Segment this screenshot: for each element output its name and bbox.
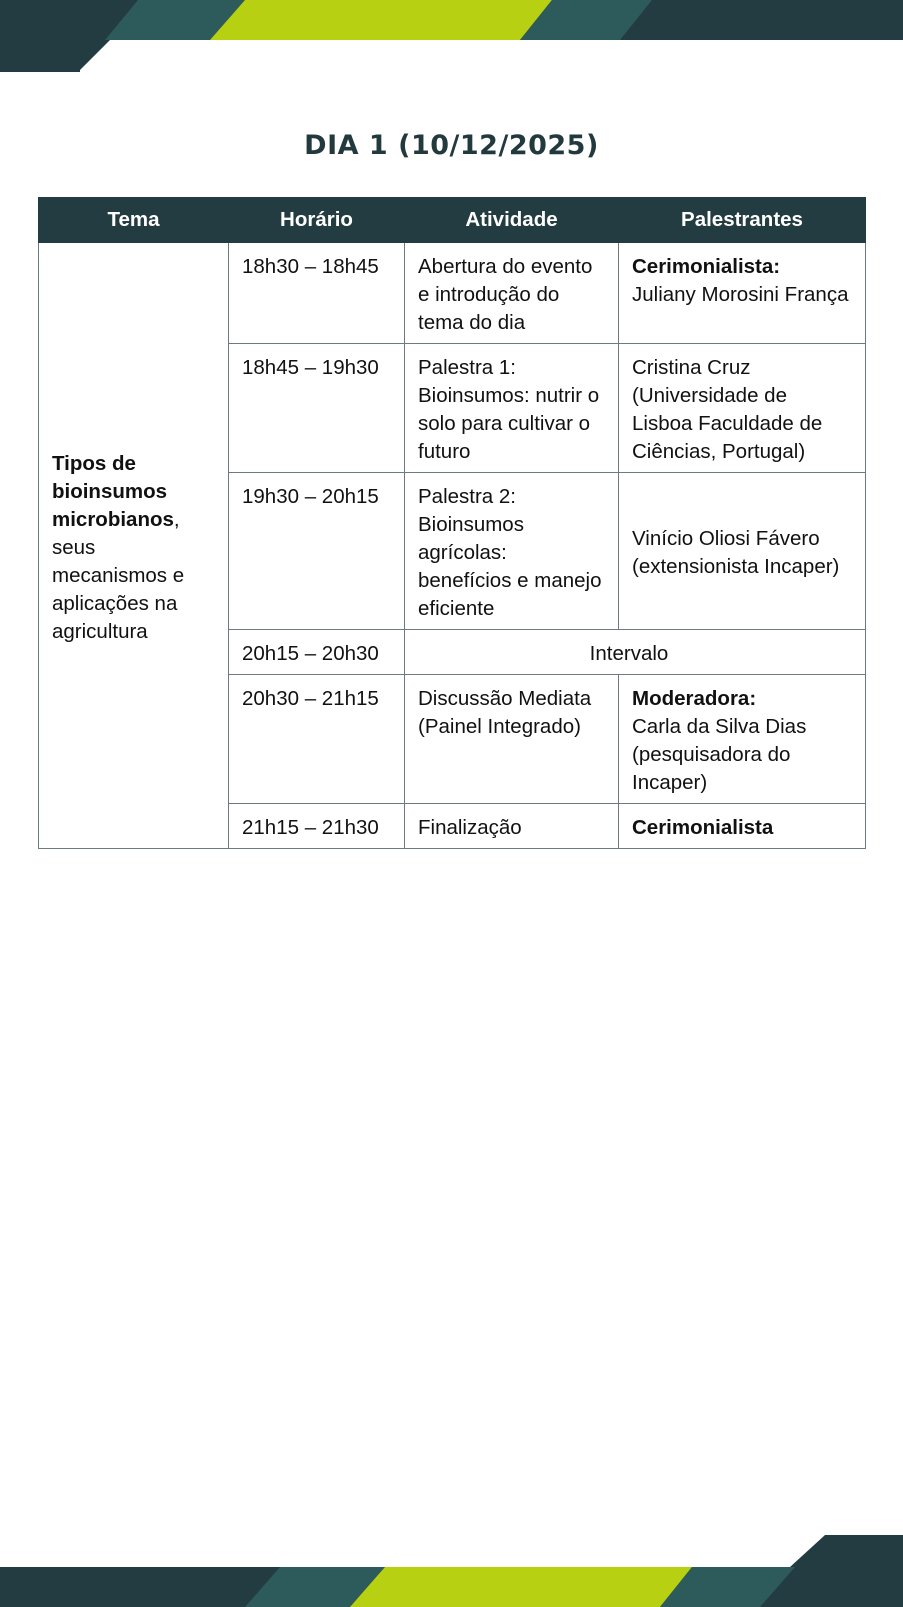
time-cell: 18h45 – 19h30 <box>229 344 405 473</box>
speaker-name: Carla da Silva Dias (pesquisadora do Incaper) <box>632 715 807 794</box>
activity-cell: Discussão Mediata (Painel Integrado) <box>405 675 619 804</box>
speaker-role: Moderadora: <box>632 687 757 710</box>
schedule-table <box>38 197 866 849</box>
speaker-cell <box>619 675 866 804</box>
speaker-cell <box>619 243 866 344</box>
table-header-row <box>39 198 866 243</box>
speaker-role: Cerimonialista: <box>632 255 781 278</box>
activity-cell: Finalização <box>405 804 619 849</box>
speaker-name: Cristina Cruz (Universidade de Lisboa Faculdade de Ciências, Portugal) <box>632 356 823 463</box>
time-cell: 20h30 – 21h15 <box>229 675 405 804</box>
time-cell: 18h30 – 18h45 <box>229 243 405 344</box>
page-title: DIA 1 (10/12/2025) <box>304 130 599 161</box>
header-tema: Tema <box>39 198 229 243</box>
activity-cell: Abertura do evento e introdução do tema do dia <box>405 243 619 344</box>
speaker-name: Vinício Oliosi Fávero (extensionista Incaper) <box>632 527 840 578</box>
header-palestrantes: Palestrantes <box>619 198 866 243</box>
speaker-cell <box>619 804 866 849</box>
tema-cell <box>39 243 229 849</box>
activity-cell: Palestra 2: Bioinsumos agrícolas: benefícios e manejo eficiente <box>405 473 619 630</box>
time-cell: 20h15 – 20h30 <box>229 630 405 675</box>
time-cell: 21h15 – 21h30 <box>229 804 405 849</box>
header-atividade: Atividade <box>405 198 619 243</box>
top-decorative-band <box>0 0 903 72</box>
speaker-role: Cerimonialista <box>632 816 774 839</box>
speaker-name: Juliany Morosini França <box>632 283 849 306</box>
interval-cell: Intervalo <box>405 630 866 675</box>
time-cell: 19h30 – 20h15 <box>229 473 405 630</box>
tema-bold: Tipos de bioinsumos microbianos <box>52 451 174 531</box>
speaker-cell <box>619 344 866 473</box>
activity-cell: Palestra 1: Bioinsumos: nutrir o solo para cultivar o futuro <box>405 344 619 473</box>
speaker-cell <box>619 473 866 630</box>
tema-rest: , seus mecanismos e aplicações na agricultura <box>52 507 185 643</box>
bottom-decorative-band <box>0 1535 903 1607</box>
header-horario: Horário <box>229 198 405 243</box>
table-row <box>39 243 866 344</box>
